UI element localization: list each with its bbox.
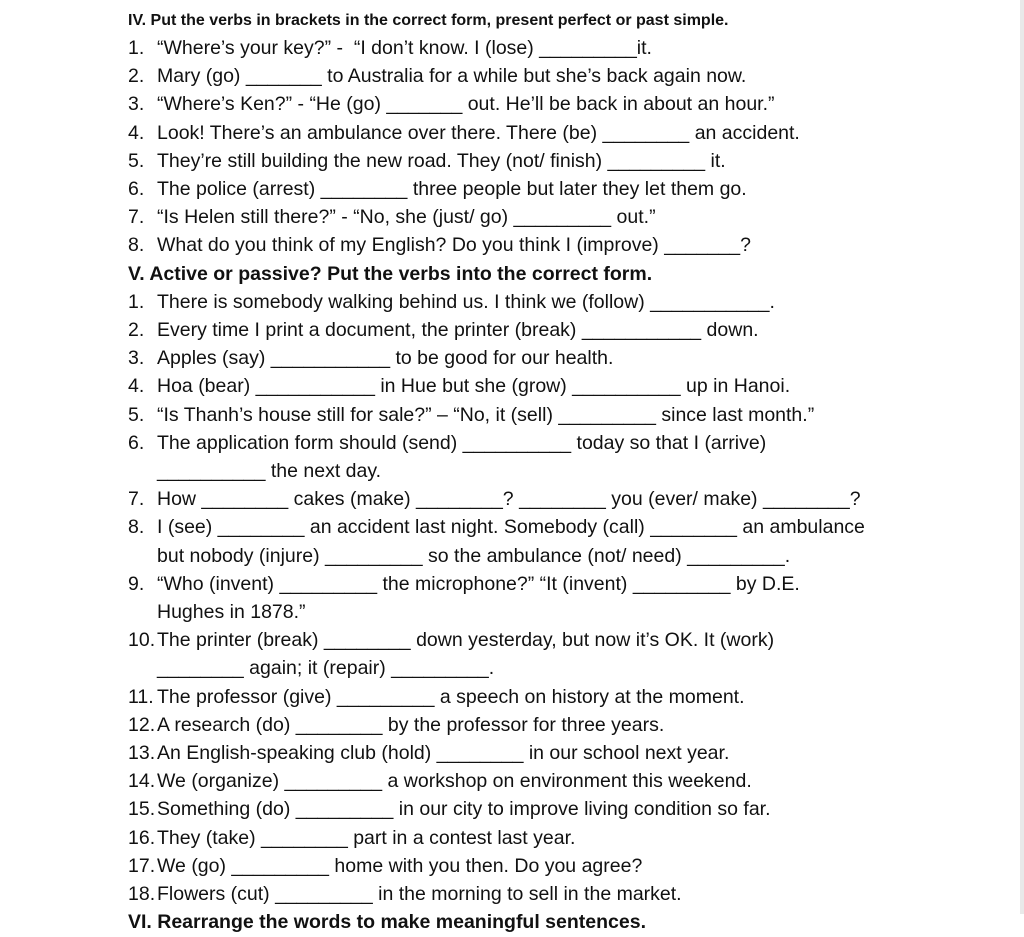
- item-text: There is somebody walking behind us. I think we (follow) ___________.: [157, 290, 775, 313]
- item-number: [128, 457, 157, 485]
- item-text: “Is Helen still there?” - “No, she (just/ go) _________ out.”: [157, 206, 656, 229]
- item-number: 4.: [128, 121, 145, 144]
- item-text: What do you think of my English? Do you think I (improve) _______?: [157, 234, 751, 257]
- item-number: 15.: [128, 798, 156, 821]
- item-number: 2.: [128, 319, 145, 342]
- exercise-line: [128, 316, 1008, 344]
- item-number: 14.: [128, 770, 156, 793]
- item-number: 5.: [128, 149, 145, 172]
- section-5-title: V. Active or passive? Put the verbs into the correct form.: [128, 262, 653, 285]
- exercise-line: [128, 231, 1008, 259]
- item-number: 10.: [128, 629, 156, 652]
- item-number: 7.: [128, 488, 145, 511]
- item-text: Flowers (cut) _________ in the morning to sell in the market.: [157, 883, 682, 906]
- exercise-line: [128, 626, 1008, 654]
- section-5-list: [128, 288, 1008, 908]
- item-number: 13.: [128, 742, 156, 765]
- item-number: 3.: [128, 93, 145, 116]
- item-text: They’re still building the new road. They (not/ finish) _________ it.: [157, 149, 726, 172]
- item-text: The application form should (send) __________ today so that I (arrive): [157, 431, 767, 454]
- exercise-line: [128, 570, 1008, 598]
- item-number: 5.: [128, 403, 145, 426]
- item-number: 1.: [128, 290, 145, 313]
- item-number: 6.: [128, 178, 145, 201]
- exercise-line: [128, 739, 1008, 767]
- exercise-line: [128, 34, 1008, 62]
- exercise-line: [128, 880, 1008, 908]
- item-text: How ________ cakes (make) ________? ________ you (ever/ make) ________?: [157, 488, 861, 511]
- exercise-line: [128, 372, 1008, 400]
- exercise-line: [128, 767, 1008, 795]
- item-text: “Where’s your key?” - “I don’t know. I (lose) _________it.: [157, 37, 652, 59]
- page-edge: [1020, 0, 1024, 914]
- item-number: 2.: [128, 65, 145, 88]
- item-number: [128, 654, 157, 682]
- item-text: “Where’s Ken?” - “He (go) _______ out. He’ll be back in about an hour.”: [157, 93, 775, 116]
- item-text: “Who (invent) _________ the microphone?” “It (invent) _________ by D.E.: [157, 572, 800, 595]
- exercise-line: [128, 852, 1008, 880]
- worksheet-content: [128, 10, 1008, 934]
- section-6-title-cut-off: VI. Rearrange the words to make meaningful sentences.: [128, 911, 646, 934]
- item-number: [128, 598, 157, 626]
- item-number: 18.: [128, 883, 156, 906]
- item-text: We (organize) _________ a workshop on environment this weekend.: [157, 770, 752, 793]
- item-text: The professor (give) _________ a speech on history at the moment.: [157, 685, 745, 708]
- item-number: 7.: [128, 206, 145, 229]
- item-text: I (see) ________ an accident last night. Somebody (call) ________ an ambulance: [157, 516, 865, 539]
- exercise-line: [128, 62, 1008, 90]
- item-text: We (go) _________ home with you then. Do you agree?: [157, 854, 643, 877]
- item-text: but nobody (injure) _________ so the ambulance (not/ need) _________.: [157, 544, 791, 567]
- exercise-line-continued: [128, 457, 1008, 485]
- item-number: 1.: [128, 37, 145, 59]
- item-number: [128, 542, 157, 570]
- item-text: Apples (say) ___________ to be good for our health.: [157, 347, 614, 370]
- item-text: A research (do) ________ by the professor for three years.: [157, 713, 665, 736]
- item-text: They (take) ________ part in a contest last year.: [157, 826, 576, 849]
- exercise-line: [128, 401, 1008, 429]
- item-text: Hoa (bear) ___________ in Hue but she (grow) __________ up in Hanoi.: [157, 375, 791, 398]
- exercise-line-continued: [128, 542, 1008, 570]
- exercise-line-continued: [128, 654, 1008, 682]
- exercise-line: [128, 175, 1008, 203]
- item-number: 17.: [128, 854, 156, 877]
- item-number: 12.: [128, 713, 156, 736]
- exercise-line: [128, 683, 1008, 711]
- exercise-line: [128, 824, 1008, 852]
- exercise-line: [128, 513, 1008, 541]
- exercise-line: [128, 147, 1008, 175]
- exercise-line: [128, 203, 1008, 231]
- item-text: “Is Thanh’s house still for sale?” – “No, it (sell) _________ since last month.”: [157, 403, 815, 426]
- item-text: Mary (go) _______ to Australia for a while but she’s back again now.: [157, 65, 747, 88]
- item-text: ________ again; it (repair) _________.: [157, 657, 495, 680]
- item-text: Every time I print a document, the printer (break) ___________ down.: [157, 319, 759, 342]
- exercise-line: [128, 344, 1008, 372]
- item-number: 4.: [128, 375, 145, 398]
- section-4-list: [128, 34, 1008, 260]
- item-text: The police (arrest) ________ three people but later they let them go.: [157, 178, 747, 201]
- item-text: An English-speaking club (hold) ________ in our school next year.: [157, 742, 730, 765]
- item-number: 16.: [128, 826, 156, 849]
- item-text: Something (do) _________ in our city to improve living condition so far.: [157, 798, 771, 821]
- section-4-title: IV. Put the verbs in brackets in the correct form, present perfect or past simple.: [128, 12, 729, 29]
- exercise-line: [128, 429, 1008, 457]
- item-number: 6.: [128, 431, 145, 454]
- item-text: Hughes in 1878.”: [157, 601, 306, 624]
- exercise-line: [128, 711, 1008, 739]
- exercise-line: [128, 795, 1008, 823]
- item-text: __________ the next day.: [157, 460, 382, 483]
- item-text: Look! There’s an ambulance over there. There (be) ________ an accident.: [157, 121, 800, 144]
- exercise-line: [128, 485, 1008, 513]
- exercise-line-continued: [128, 598, 1008, 626]
- exercise-line: [128, 90, 1008, 118]
- exercise-line: [128, 288, 1008, 316]
- item-number: 8.: [128, 516, 145, 539]
- item-text: The printer (break) ________ down yesterday, but now it’s OK. It (work): [157, 629, 775, 652]
- item-number: 9.: [128, 572, 145, 595]
- item-number: 3.: [128, 347, 145, 370]
- item-number: 11.: [128, 685, 154, 708]
- item-number: 8.: [128, 234, 145, 257]
- exercise-line: [128, 119, 1008, 147]
